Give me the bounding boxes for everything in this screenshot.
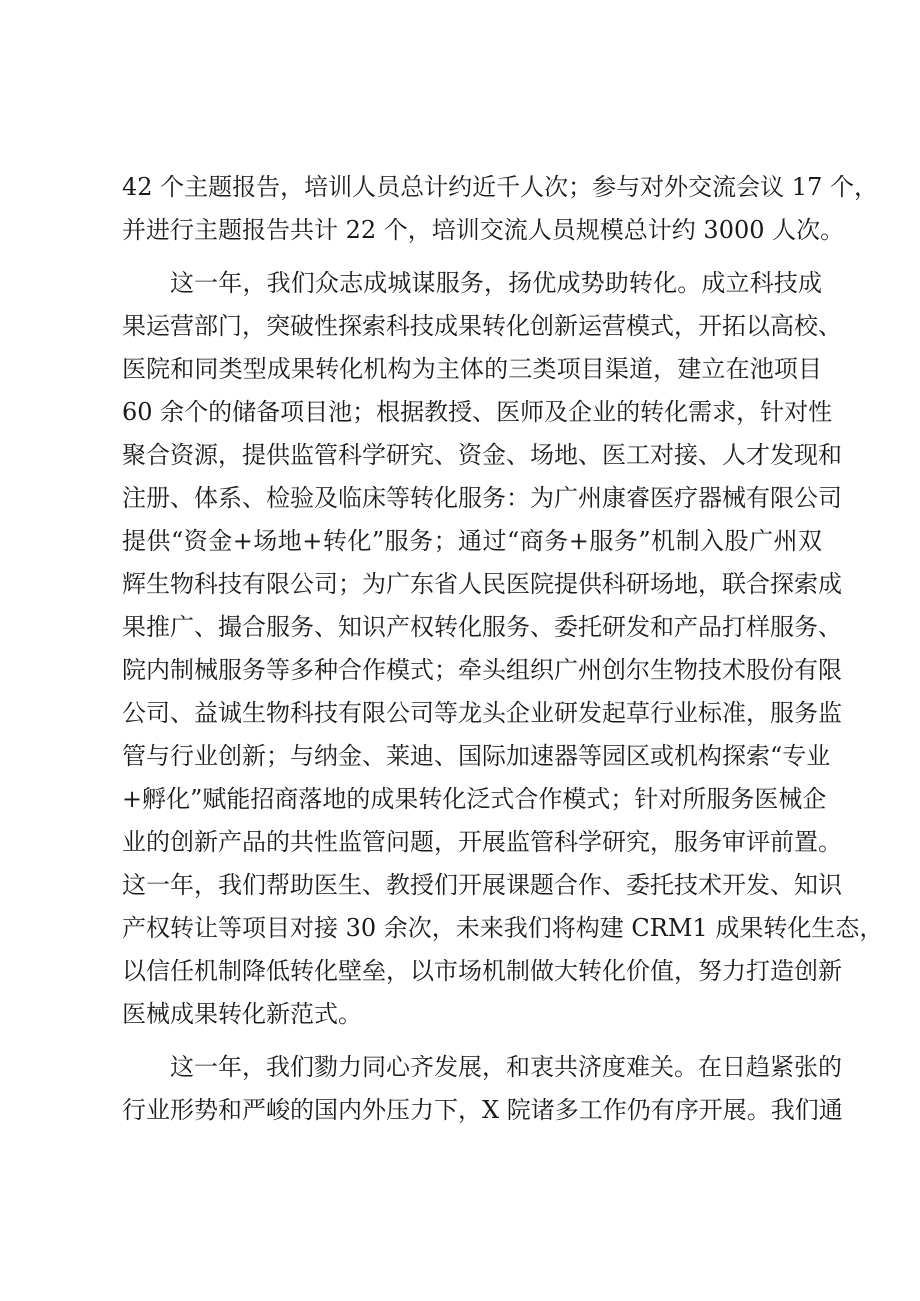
text-line: 辉生物科技有限公司；为广东省人民医院提供科研场地，联合探索成 bbox=[122, 570, 842, 598]
text-line: 这一年，我们勠力同心齐发展，和衷共济度难关。在日趋紧张的 bbox=[170, 1053, 842, 1081]
text-line: 产权转让等项目对接 30 余次，未来我们将构建 CRM1 成果转化生态， bbox=[122, 914, 884, 942]
text-line: 院内制械服务等多种合作模式；牵头组织广州创尔生物技术股份有限 bbox=[122, 656, 842, 684]
text-line: 并进行主题报告共计 22 个，培训交流人员规模总计约 3000 人次。 bbox=[122, 216, 845, 244]
text-line: 医械成果转化新范式。 bbox=[122, 1000, 362, 1028]
text-line: 这一年，我们众志成城谋服务，扬优成势助转化。成立科技成 bbox=[170, 269, 822, 297]
text-line: +孵化”赋能招商落地的成果转化泛式合作模式；针对所服务医械企 bbox=[122, 785, 827, 813]
text-line: 注册、体系、检验及临床等转化服务：为广州康睿医疗器械有限公司 bbox=[122, 484, 842, 512]
text-line: 行业形势和严峻的国内外压力下，X 院诸多工作仍有序开展。我们通 bbox=[122, 1096, 843, 1124]
text-line: 公司、益诚生物科技有限公司等龙头企业研发起草行业标准，服务监 bbox=[122, 699, 842, 727]
text-line: 果运营部门，突破性探索科技成果转化创新运营模式，开拓以高校、 bbox=[122, 312, 842, 340]
text-line: 医院和同类型成果转化机构为主体的三类项目渠道，建立在池项目 bbox=[122, 355, 822, 383]
text-line: 60 余个的储备项目池；根据教授、医师及企业的转化需求，针对性 bbox=[122, 398, 833, 426]
text-line: 以信任机制降低转化壁垒，以市场机制做大转化价值，努力打造创新 bbox=[122, 957, 842, 985]
text-line: 聚合资源，提供监管科学研究、资金、场地、医工对接、人才发现和 bbox=[122, 441, 842, 469]
document-body bbox=[122, 166, 884, 1132]
text-line: 提供“资金+场地+转化”服务；通过“商务+服务”机制入股广州双 bbox=[122, 527, 822, 555]
text-line: 这一年，我们帮助医生、教授们开展课题合作、委托技术开发、知识 bbox=[122, 871, 842, 899]
text-line: 管与行业创新；与纳金、莱迪、国际加速器等园区或机构探索“专业 bbox=[122, 742, 831, 770]
text-line: 42 个主题报告，培训人员总计约近千人次；参与对外交流会议 17 个， bbox=[122, 173, 878, 201]
text-line: 果推广、撮合服务、知识产权转化服务、委托研发和产品打样服务、 bbox=[122, 613, 842, 641]
text-line: 业的创新产品的共性监管问题，开展监管科学研究，服务审评前置。 bbox=[122, 828, 842, 856]
